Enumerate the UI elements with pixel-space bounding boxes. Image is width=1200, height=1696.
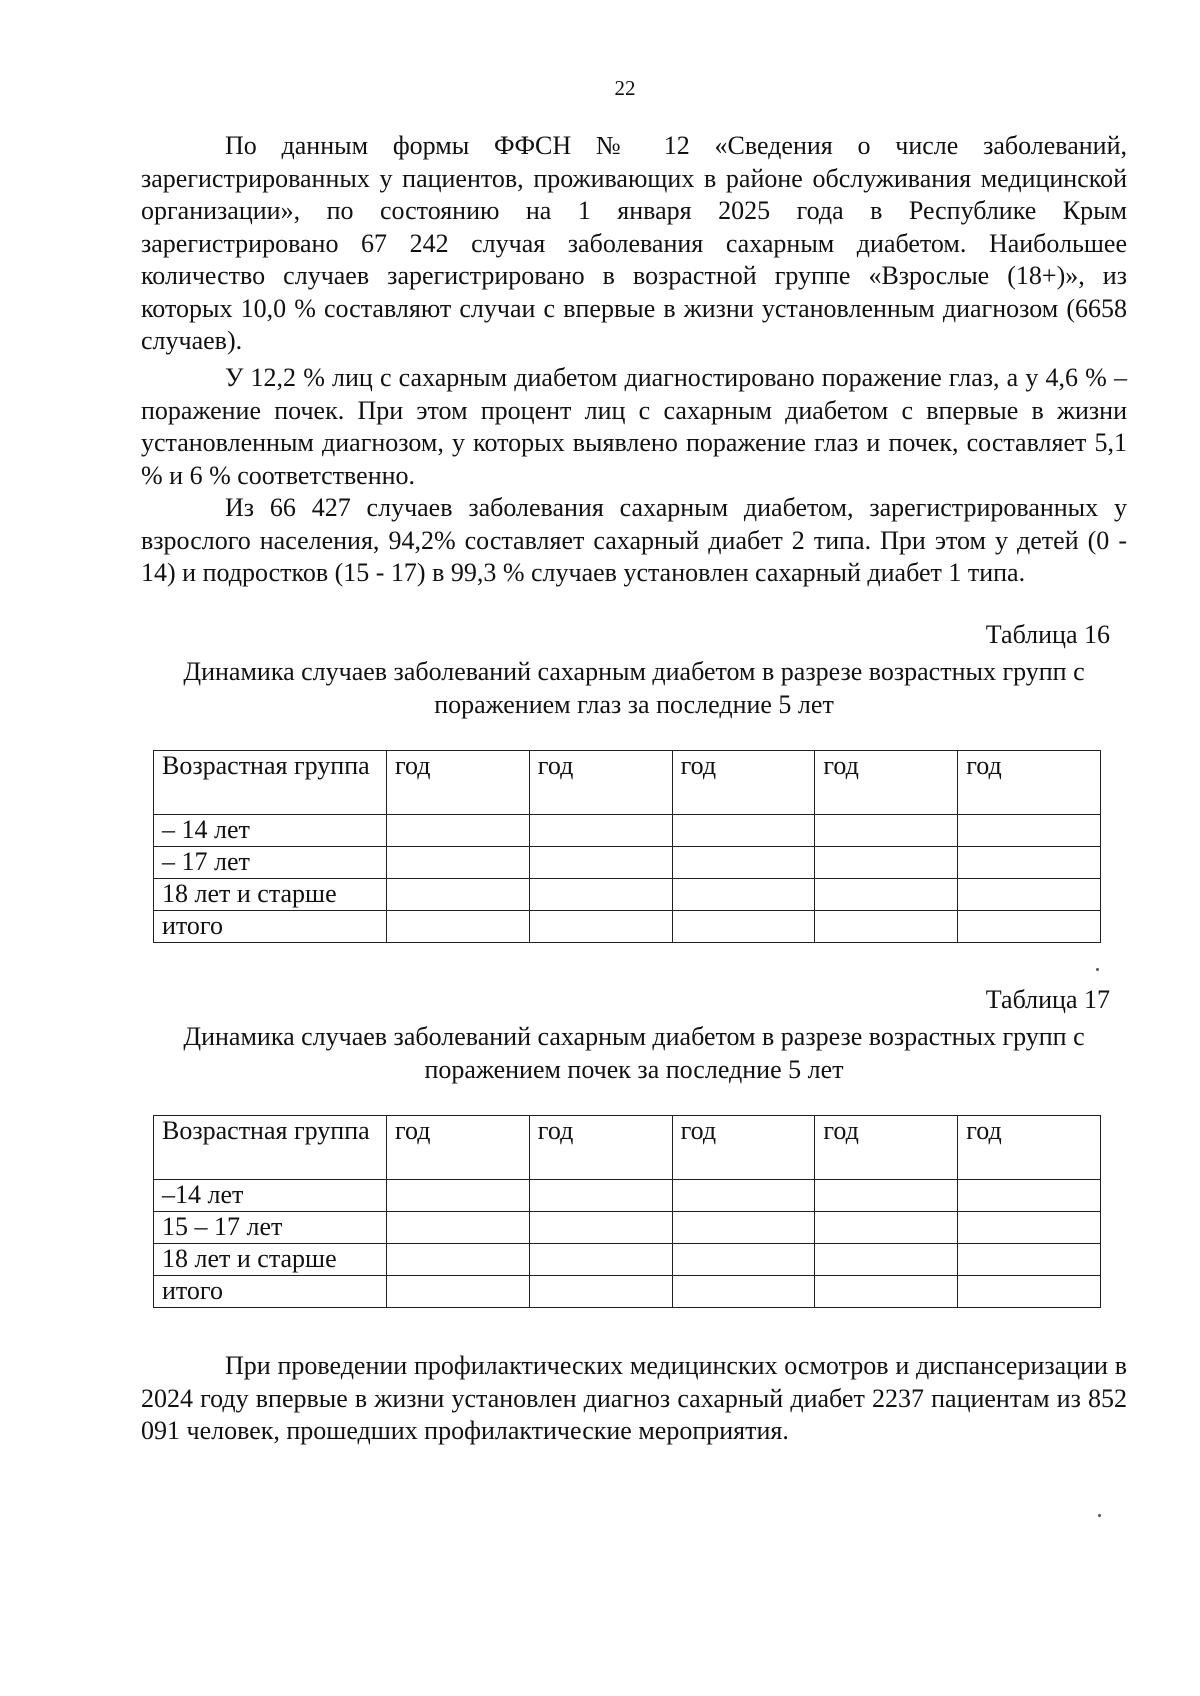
- header-cell-year: год: [672, 1116, 815, 1180]
- table-header-row: [154, 1116, 1101, 1180]
- empty-cell: [387, 1180, 530, 1212]
- empty-cell: [387, 1212, 530, 1244]
- empty-cell: [672, 815, 815, 847]
- table-row: [154, 1180, 1101, 1212]
- page-number: 22: [614, 76, 636, 100]
- header-cell-year: год: [958, 1116, 1101, 1180]
- table-row: [154, 1212, 1101, 1244]
- table-16-label: Таблица 16: [985, 620, 1110, 649]
- empty-cell: [815, 1180, 958, 1212]
- table-row: [154, 911, 1101, 943]
- empty-cell: [958, 1212, 1101, 1244]
- empty-cell: [529, 1180, 672, 1212]
- empty-cell: [672, 1276, 815, 1308]
- header-cell-year: год: [529, 751, 672, 815]
- empty-cell: [815, 879, 958, 911]
- empty-cell: [529, 1276, 672, 1308]
- empty-cell: [529, 847, 672, 879]
- paragraph-preventive-exams: При проведении профилактических медицинских осмотров и диспансеризации в 2024 году впервые в жизни установлен диагноз сахарный диабет 2237 пациентам из 852 091 человек, прошедших профилактические мероприятия.: [141, 1351, 1127, 1445]
- table-row: [154, 1276, 1101, 1308]
- row-label: 18 лет и старше: [154, 1244, 387, 1276]
- empty-cell: [529, 879, 672, 911]
- row-label: –14 лет: [154, 1180, 387, 1212]
- empty-cell: [958, 847, 1101, 879]
- empty-cell: [958, 1180, 1101, 1212]
- empty-cell: [672, 1180, 815, 1212]
- empty-cell: [672, 1212, 815, 1244]
- empty-cell: [387, 1276, 530, 1308]
- table-16-title: Динамика случаев заболеваний сахарным диабетом в разрезе возрастных групп с поражением глаз за последние 5 лет: [183, 657, 1085, 719]
- table-row: [154, 847, 1101, 879]
- empty-cell: [387, 815, 530, 847]
- header-cell-age-group: Возрастная группа: [154, 751, 387, 815]
- row-label: – 14 лет: [154, 815, 387, 847]
- header-cell-year: год: [815, 751, 958, 815]
- empty-cell: [815, 1276, 958, 1308]
- header-cell-year: год: [672, 751, 815, 815]
- table-row: [154, 879, 1101, 911]
- empty-cell: [815, 1212, 958, 1244]
- row-label: итого: [154, 1276, 387, 1308]
- table-row: [154, 1244, 1101, 1276]
- empty-cell: [815, 911, 958, 943]
- row-label: – 17 лет: [154, 847, 387, 879]
- header-cell-age-group: Возрастная группа: [154, 1116, 387, 1180]
- table-17-title: Динамика случаев заболеваний сахарным диабетом в разрезе возрастных групп с поражением почек за последние 5 лет: [183, 1022, 1085, 1084]
- empty-cell: [387, 911, 530, 943]
- empty-cell: [672, 1244, 815, 1276]
- empty-cell: [529, 911, 672, 943]
- empty-cell: [387, 847, 530, 879]
- table-17-kidney-damage: [153, 1115, 1101, 1308]
- empty-cell: [529, 1244, 672, 1276]
- empty-cell: [672, 911, 815, 943]
- table-header-row: [154, 751, 1101, 815]
- empty-cell: [672, 879, 815, 911]
- empty-cell: [815, 815, 958, 847]
- table-17-label: Таблица 17: [985, 985, 1110, 1014]
- empty-cell: [529, 815, 672, 847]
- empty-cell: [529, 1212, 672, 1244]
- header-cell-year: год: [387, 1116, 530, 1180]
- paragraph-diabetes-types: Из 66 427 случаев заболевания сахарным диабетом, зарегистрированных у взрослого населения, 94,2% составляет сахарный диабет 2 типа. При этом у детей (0 - 14) и подростков (15 - 17) в 99,3 % случаев установлен сахарный диабет 1 типа.: [141, 493, 1127, 587]
- row-label: итого: [154, 911, 387, 943]
- header-cell-year: год: [387, 751, 530, 815]
- row-label: 15 – 17 лет: [154, 1212, 387, 1244]
- table-row: [154, 815, 1101, 847]
- row-label: 18 лет и старше: [154, 879, 387, 911]
- empty-cell: [958, 815, 1101, 847]
- scan-speck: [1096, 968, 1099, 971]
- empty-cell: [815, 1244, 958, 1276]
- empty-cell: [815, 847, 958, 879]
- empty-cell: [672, 847, 815, 879]
- empty-cell: [958, 1244, 1101, 1276]
- paragraph-eye-kidney-damage: У 12,2 % лиц с сахарным диабетом диагностировано поражение глаз, а у 4,6 % – поражение почек. При этом процент лиц с сахарным диабетом с впервые в жизни установленным диагнозом, у которых выявлено поражение глаз и почек, составляет 5,1 % и 6 % соответственно.: [141, 363, 1127, 490]
- empty-cell: [387, 1244, 530, 1276]
- empty-cell: [958, 911, 1101, 943]
- empty-cell: [387, 879, 530, 911]
- header-cell-year: год: [815, 1116, 958, 1180]
- empty-cell: [958, 879, 1101, 911]
- empty-cell: [958, 1276, 1101, 1308]
- header-cell-year: год: [958, 751, 1101, 815]
- table-16-eye-damage: [153, 750, 1101, 943]
- header-cell-year: год: [529, 1116, 672, 1180]
- scan-speck: [1098, 1514, 1101, 1517]
- paragraph-diabetes-registration: По данным формы ФФСН № 12 «Сведения о числе заболеваний, зарегистрированных у пациентов, проживающих в районе обслуживания медицинской организации», по состоянию на 1 января 2025 года в Республике Крым зарегистрировано 67 242 случая заболевания сахарным диабетом. Наибольшее количество случаев зарегистрировано в возрастной группе «Взрослые (18+)», из которых 10,0 % составляют случаи с впервые в жизни установленным диагнозом (6658 случаев).: [141, 131, 1127, 355]
